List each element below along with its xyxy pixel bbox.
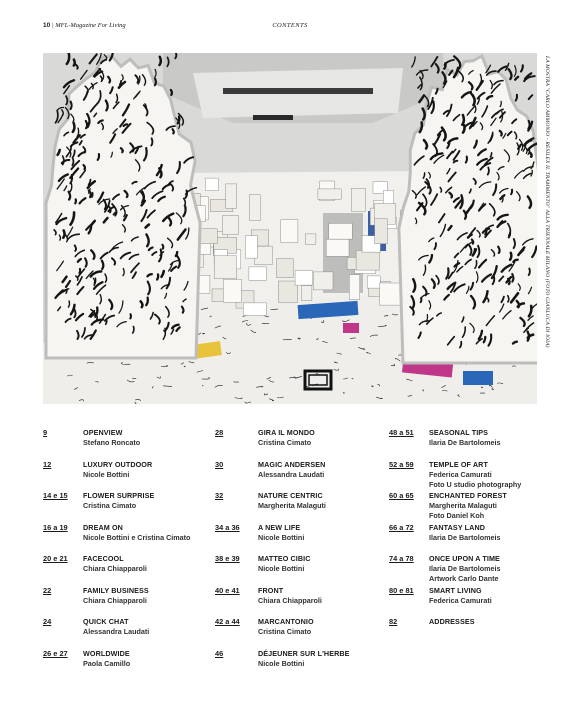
- toc-author: Nicole Bottini: [258, 658, 305, 668]
- toc-entry[interactable]: [215, 460, 385, 492]
- toc-author: Cristina Cimato: [258, 627, 312, 636]
- toc-entry[interactable]: [43, 554, 213, 586]
- toc-author: Foto U studio photography: [429, 479, 522, 489]
- toc-page-number[interactable]: 26 e 27: [43, 648, 68, 658]
- toc-author: Nicole Bottini: [258, 564, 305, 573]
- toc-title: TEMPLE OF ART: [429, 459, 488, 469]
- toc-author: Chiara Chiapparoli: [258, 595, 322, 605]
- toc-column-1: [43, 428, 213, 680]
- toc-entry[interactable]: [389, 554, 549, 586]
- toc-entry[interactable]: [43, 460, 213, 492]
- toc-entry[interactable]: [389, 460, 549, 492]
- toc-column-2: [215, 428, 385, 680]
- toc-title: OPENVIEW: [83, 428, 123, 437]
- toc-page-number[interactable]: 34 a 36: [215, 522, 240, 532]
- toc-page-number[interactable]: 14 e 15: [43, 491, 68, 500]
- toc-author: Nicole Bottini: [83, 469, 130, 479]
- toc-page-number[interactable]: 40 e 41: [215, 585, 240, 595]
- toc-author: Cristina Cimato: [258, 438, 312, 447]
- toc-author: Federica Camurati: [429, 469, 492, 479]
- section-title: CONTENTS: [272, 22, 308, 29]
- toc-page-number[interactable]: 16 a 19: [43, 522, 68, 532]
- toc-title: DÉJEUNER SUR L'HERBE: [258, 648, 350, 658]
- toc-page-number[interactable]: 28: [215, 428, 224, 437]
- toc-title: FACECOOL: [83, 554, 124, 563]
- toc-page-number[interactable]: 22: [43, 585, 52, 595]
- toc-page-number[interactable]: 46: [215, 648, 224, 658]
- toc-author: Artwork Carlo Dante: [429, 574, 499, 583]
- toc-author: Alessandra Laudati: [258, 469, 325, 479]
- toc-page-number[interactable]: 82: [389, 617, 398, 626]
- toc-author: Margherita Malaguti: [429, 501, 497, 510]
- toc-title: FANTASY LAND: [429, 522, 486, 532]
- toc-author: Federica Camurati: [429, 595, 492, 605]
- toc-entry[interactable]: [215, 554, 385, 586]
- photo-credit: LA MOSTRA "CARLO AMMONIO - RESILEX IL TRAMMENTO" ALLA TRIENNALE MILANO (FOTO GIANLUCA DI IOIA): [544, 56, 550, 348]
- toc-entry[interactable]: [215, 649, 385, 681]
- toc-page-number[interactable]: 66 a 72: [389, 522, 414, 532]
- toc-title: MAGIC ANDERSEN: [258, 459, 326, 469]
- toc-title: MARCANTONIO: [258, 617, 314, 626]
- toc-entry[interactable]: [43, 523, 213, 555]
- toc-entry[interactable]: [215, 617, 385, 649]
- toc-entry[interactable]: [389, 523, 549, 555]
- toc-author: Ilaria De Bartolomeis: [429, 564, 501, 573]
- toc-title: LUXURY OUTDOOR: [83, 459, 153, 469]
- toc-title: NATURE CENTRIC: [258, 491, 323, 500]
- toc-entry[interactable]: [389, 428, 549, 460]
- toc-author: Stefano Roncato: [83, 438, 141, 447]
- toc-title: ONCE UPON A TIME: [429, 554, 500, 563]
- toc-title: SEASONAL TIPS: [429, 428, 489, 437]
- toc-page-number[interactable]: 60 a 65: [389, 491, 414, 500]
- toc-entry[interactable]: [43, 491, 213, 523]
- toc-entry[interactable]: [43, 649, 213, 681]
- magazine-name: | MFL-Magazine For Living: [51, 22, 126, 29]
- toc-page-number[interactable]: 20 e 21: [43, 554, 68, 563]
- toc-page-number[interactable]: 32: [215, 491, 224, 500]
- toc-title: SMART LIVING: [429, 585, 482, 595]
- toc-author: Chiara Chiapparoli: [83, 595, 147, 605]
- toc-page-number[interactable]: 12: [43, 459, 52, 469]
- toc-entry[interactable]: [215, 491, 385, 523]
- toc-title: FAMILY BUSINESS: [83, 585, 149, 595]
- toc-author: Nicole Bottini: [258, 532, 305, 542]
- toc-page-number[interactable]: 74 a 78: [389, 554, 414, 563]
- toc-author: Foto Daniel Koh: [429, 511, 485, 520]
- exhibition-photo: [43, 53, 537, 404]
- toc-author: Chiara Chiapparoli: [83, 564, 147, 573]
- toc-column-3: [389, 428, 549, 649]
- toc-author: Alessandra Laudati: [83, 627, 150, 636]
- toc-entry[interactable]: [215, 523, 385, 555]
- toc-title: DREAM ON: [83, 522, 123, 532]
- toc-page-number[interactable]: 30: [215, 459, 224, 469]
- toc-author: Paola Camillo: [83, 658, 131, 668]
- toc-page-number[interactable]: 80 e 81: [389, 585, 414, 595]
- toc-entry[interactable]: [43, 586, 213, 618]
- page-number: 10: [43, 22, 51, 29]
- toc-author: Cristina Cimato: [83, 501, 137, 510]
- toc-page-number[interactable]: 48 a 51: [389, 428, 414, 437]
- toc-author: Nicole Bottini e Cristina Cimato: [83, 532, 191, 542]
- toc-title: A NEW LIFE: [258, 522, 301, 532]
- toc-entry[interactable]: [215, 428, 385, 460]
- toc-author: Margherita Malaguti: [258, 501, 326, 510]
- toc-title: FRONT: [258, 585, 284, 595]
- toc-entry[interactable]: [43, 617, 213, 649]
- toc-page-number[interactable]: 9: [43, 428, 48, 437]
- toc-page-number[interactable]: 52 a 59: [389, 459, 414, 469]
- toc-page-number[interactable]: 42 a 44: [215, 617, 240, 626]
- toc-author: Ilaria De Bartolomeis: [429, 532, 501, 542]
- toc-page-number[interactable]: 38 e 39: [215, 554, 240, 563]
- toc-title: ADDRESSES: [429, 617, 475, 626]
- toc-title: QUICK CHAT: [83, 617, 129, 626]
- toc-entry[interactable]: [389, 491, 549, 523]
- toc-entry[interactable]: [389, 586, 549, 618]
- toc-title: MATTEO CIBIC: [258, 554, 311, 563]
- toc-entry[interactable]: [215, 586, 385, 618]
- toc-entry[interactable]: [43, 428, 213, 460]
- toc-title: ENCHANTED FOREST: [429, 491, 507, 500]
- table-of-contents: [43, 428, 543, 688]
- toc-title: FLOWER SURPRISE: [83, 491, 155, 500]
- page-header: [43, 22, 537, 34]
- toc-entry[interactable]: [389, 617, 549, 649]
- toc-title: WORLDWIDE: [83, 648, 130, 658]
- toc-author: Ilaria De Bartolomeis: [429, 438, 501, 447]
- toc-page-number[interactable]: 24: [43, 617, 52, 626]
- toc-title: GIRA IL MONDO: [258, 428, 315, 437]
